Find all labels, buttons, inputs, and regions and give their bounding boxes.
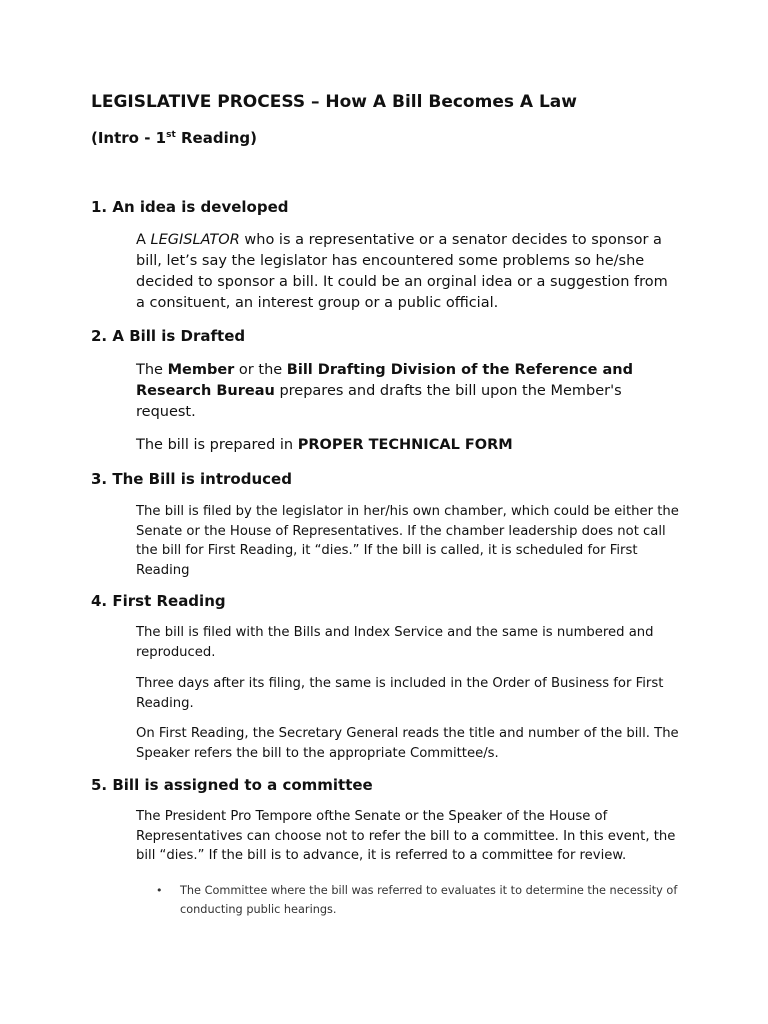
text-run: or the [234,362,287,378]
bold-member: Member [167,362,235,378]
section-1-paragraph [136,230,681,314]
section-heading-1: 1. An idea is developed [91,198,289,216]
subtitle-superscript: st [166,130,176,140]
text-run: prepares and drafts the bill upon the Member's request. [136,383,622,420]
bullet-text: The Committee where the bill was referred to evaluates it to determine the necessity of conducting public hearings. [180,884,678,916]
bold-proper-technical-form: PROPER TECHNICAL FORM [297,437,513,453]
section-3-paragraph: The bill is filed by the legislator in her/his own chamber, which could be either the Senate or the House of Representatives. If the chamber leadership does not call the bill for First Reading, it “dies.” If the bill is called, it is scheduled for First Reading [136,504,679,578]
emphasis-legislator: LEGISLATOR [150,232,240,248]
text-run: A [136,232,151,248]
bold-bill-drafting-division: Bill Drafting Division of the Reference and Research Bureau [136,362,633,399]
section-5-paragraph: The President Pro Tempore ofthe Senate or the Speaker of the House of Representatives can choose not to refer the bill to a committee. In this event, the bill “dies.” If the bill is to advance, it is referred to a committee for review. [136,809,676,863]
section-2-paragraph-1 [136,360,681,423]
section-2-paragraph-2 [136,435,681,456]
section-4-paragraph-3: On First Reading, the Secretary General reads the title and number of the bill. The Speaker refers the bill to the appropriate Committee/s. [136,726,679,761]
section-4-paragraph-2: Three days after its filing, the same is included in the Order of Business for First Reading. [136,676,664,711]
section-heading-5: 5. Bill is assigned to a committee [91,776,373,794]
text-run: The bill is prepared in [136,437,298,453]
section-4-paragraph-1: The bill is filed with the Bills and Index Service and the same is numbered and reproduced. [136,625,654,660]
section-heading-4: 4. First Reading [91,592,226,610]
section-heading-2: 2. A Bill is Drafted [91,327,246,345]
bullet-icon: • [156,884,163,897]
subtitle-suffix: Reading) [175,129,257,147]
text-run: who is a representative or a senator decides to sponsor a bill, let’s say the legislator has encountered some problems so he/she decided to sponsor a bill. It could be an orginal idea or a suggestion from a consituent, an interest group or a public official. [136,232,668,311]
subtitle-prefix: (Intro - 1 [91,129,167,147]
text-run: The [136,362,168,378]
document-subtitle [91,129,257,147]
document-title: LEGISLATIVE PROCESS – How A Bill Becomes A Law [91,92,577,112]
section-heading-3: 3. The Bill is introduced [91,470,292,488]
